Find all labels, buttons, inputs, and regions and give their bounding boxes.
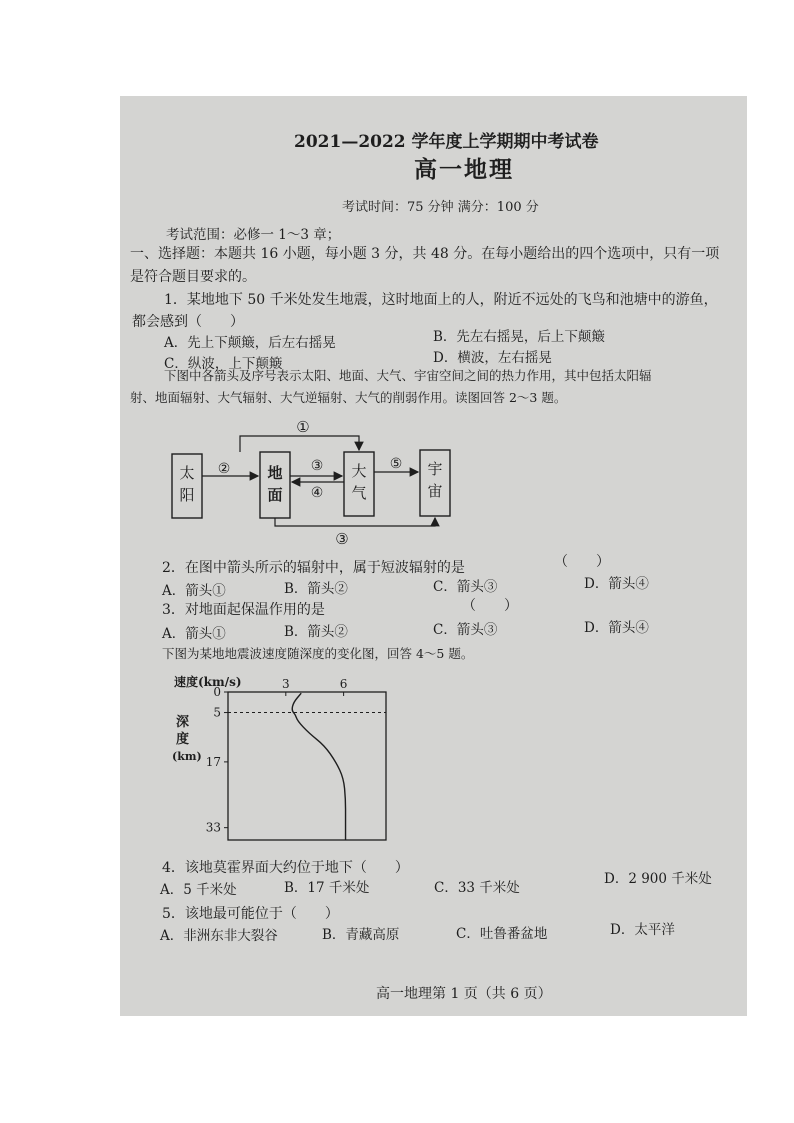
q1-option-a: A．先上下颠簸，后左右摇晃 (164, 335, 336, 351)
arrow-3-bottom-label: ③ (335, 530, 349, 548)
q3-paren: （ ） (462, 598, 518, 614)
exam-title: 2021—2022 学年度上学期期中考试卷 (294, 132, 599, 152)
q5-option-a: A．非洲东非大裂谷 (160, 928, 278, 944)
space-label-1: 宇 (427, 460, 443, 478)
q2-option-c: C．箭头③ (433, 579, 498, 595)
intro-4-5: 下图为某地地震波速度随深度的变化图，回答 4～5 题。 (162, 646, 474, 661)
q2-option-b: B．箭头② (284, 581, 348, 597)
q3-stem: 3．对地面起保温作用的是 (162, 602, 325, 618)
chart-plot-frame (228, 692, 386, 840)
chart-y-tick-label-1: 5 (213, 705, 221, 720)
arrow-1-label: ① (296, 418, 310, 436)
intro-2-3-line1: 下图中各箭头及序号表示太阳、地面、大气、宇宙空间之间的热力作用，其中包括太阳辐 (164, 368, 652, 383)
exam-info: 考试时间：75 分钟 满分：100 分 (342, 200, 539, 215)
ground-label-1: 地 (267, 464, 283, 482)
sun-label-2: 阳 (179, 486, 195, 504)
page-footer: 高一地理第 1 页（共 6 页） (376, 986, 552, 1002)
q1-stem-line1: 1．某地地下 50 千米处发生地震，这时地面上的人，附近不远处的飞鸟和池塘中的游鱼， (164, 292, 718, 308)
atmosphere-label-1: 大 (351, 462, 367, 480)
q2-paren: （ ） (554, 554, 610, 570)
exam-page (120, 96, 747, 1016)
q5-option-b: B．青藏高原 (322, 927, 400, 943)
q1-option-d: D．横波，左右摇晃 (433, 350, 552, 366)
chart-y-tick-label-0: 0 (213, 685, 221, 699)
arrow-1 (240, 436, 359, 452)
ground-box (260, 452, 290, 518)
chart-y-axis-label-2: 度 (176, 732, 190, 747)
section-heading-line1: 一、选择题：本题共 16 小题，每小题 3 分，共 48 分。在每小题给出的四个选项中，只有一项 (130, 246, 720, 262)
chart-y-axis-label-1: 深 (176, 715, 190, 730)
q4-option-a: A．5 千米处 (160, 882, 237, 898)
subject-title: 高一地理 (414, 156, 514, 183)
q4-option-c: C．33 千米处 (434, 880, 520, 896)
arrow-3-bottom (275, 518, 435, 526)
q5-stem: 5．该地最可能位于（ ） (162, 906, 339, 922)
q4-stem: 4．该地莫霍界面大约位于地下（ ） (162, 860, 409, 876)
seismic-velocity-chart (160, 670, 400, 850)
q3-option-a: A．箭头① (162, 626, 226, 642)
chart-y-axis-label-3: (km) (172, 750, 202, 763)
q4-option-b: B．17 千米处 (284, 880, 370, 896)
sun-label-1: 太 (179, 464, 195, 482)
chart-x-tick-label-1: 6 (339, 677, 348, 691)
exam-scope: 考试范围：必修一 1～3 章； (166, 227, 341, 243)
q2-stem: 2．在图中箭头所示的辐射中，属于短波辐射的是 (162, 560, 465, 576)
q4-option-d: D．2 900 千米处 (604, 871, 712, 887)
q2-option-a: A．箭头① (162, 583, 226, 599)
q1-option-b: B．先左右摇晃，后上下颠簸 (433, 329, 605, 345)
chart-velocity-curve-0 (292, 693, 345, 840)
q1-stem-line2: 都会感到（ ） (132, 314, 244, 330)
q3-option-c: C．箭头③ (433, 622, 498, 638)
q1-option-c: C．纵波，上下颠簸 (164, 356, 283, 372)
arrow-5-label: ⑤ (389, 456, 403, 472)
q2-option-d: D．箭头④ (584, 576, 649, 592)
q5-option-c: C．吐鲁番盆地 (456, 926, 548, 942)
q3-option-b: B．箭头② (284, 624, 348, 640)
arrow-2-label: ② (217, 461, 231, 477)
q3-option-d: D．箭头④ (584, 620, 649, 636)
chart-y-tick-label-3: 33 (205, 820, 221, 835)
atmosphere-label-2: 气 (351, 484, 367, 502)
q5-option-d: D．太平洋 (610, 922, 675, 938)
arrow-3-label: ③ (310, 458, 324, 474)
intro-2-3-line2: 射、地面辐射、大气辐射、大气逆辐射、大气的削弱作用。读图回答 2～3 题。 (130, 390, 567, 405)
ground-label-2: 面 (267, 486, 283, 504)
section-heading-line2: 是符合题目要求的。 (130, 269, 256, 285)
chart-x-tick-label-0: 3 (281, 677, 290, 691)
arrow-4-label: ④ (310, 485, 324, 501)
chart-x-axis-label: 速度(km/s) (174, 675, 242, 689)
heat-diagram (160, 414, 460, 554)
space-label-2: 宙 (427, 482, 443, 500)
chart-y-tick-label-2: 17 (205, 754, 221, 769)
